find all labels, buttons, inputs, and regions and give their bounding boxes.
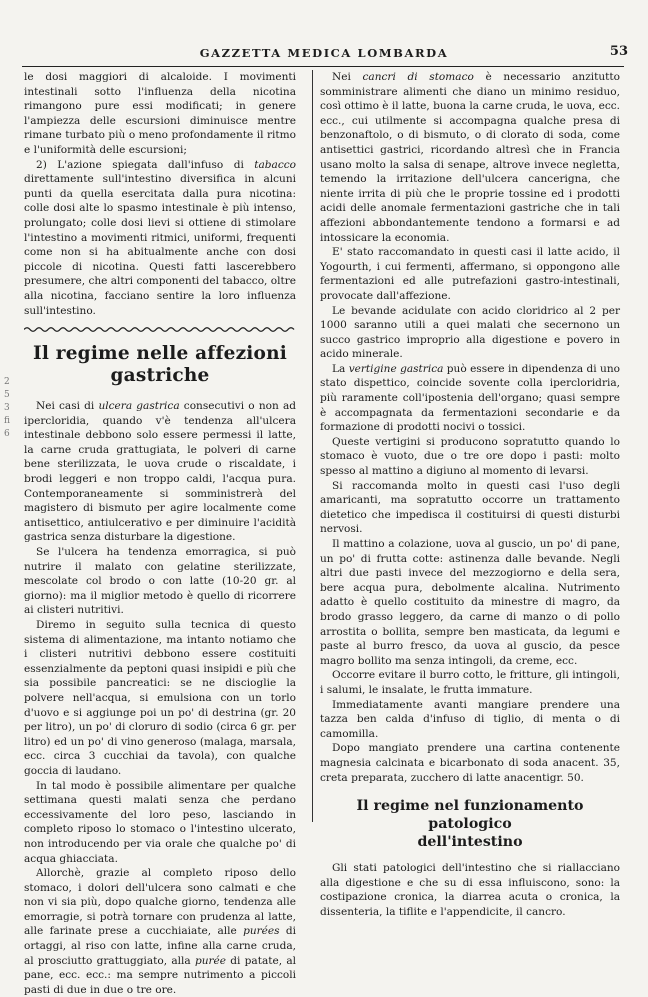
paragraph: Il mattino a colazione, uova al guscio, un po' di pane, un po' di frutta cotte: astinenza dalle bevande. Negli altri due pasti invece del mezzogiorno e della sera, bere acqua pura, debolmente alcalina. Nutrimento adatto è quello costituito da minestre di magro, da brodo grasso leggero, da carne di manzo o di pollo arrostita o bollita, sempre ben masticata, da legumi e paste al burro fresco, da uova al guscio, da pesce magro bollito ma senza intingoli, da creme, ecc. [320, 538, 620, 667]
text-run: è necessario anzitutto somministrare alimenti che diano un minimo residuo, così ottimo è il latte, buona la carne cruda, le uova, ecc. ecc., cui utilmente si accompagna qualche presa di benzonaftolo, o di bismuto, o di clorato di soda, come antisettici gastrici, ricordando altresì che in Francia usano molto la salsa di senape, altrove invece negletta, temendo la irritazione dell'ulcera cancerigna, che niente irrita di più che le proprie tossine ed i prodotti acidi delle anomale fermentazioni gastriche che in tali affezioni abbondantemente tendono a formarsi e ad intossicare la economia. [320, 71, 620, 244]
paragraph: Queste vertigini si producono sopratutto quando lo stomaco è vuoto, due o tre ore dopo i pasti: molto spesso al mattino a digiuno al momento di levarsi. [320, 435, 620, 478]
italic-term: tabacco [254, 158, 296, 171]
header-rule [22, 66, 624, 67]
margin-mark: fi [4, 416, 11, 426]
margin-mark: 5 [4, 390, 10, 400]
right-text-before [320, 70, 620, 785]
heading-line: Il regime nel funzionamento patologico [356, 798, 584, 833]
italic-term: cancri di stomaco [362, 71, 474, 83]
paragraph: Diremo in seguito sulla tecnica di questo sistema di alimentazione, ma intanto notiamo che i clisteri nutritivi debbono essere costituiti essenzialmente da peptoni quasi insipidi e più che sia possibile pancreatici: se ne discioglie la polvere nell'acqua, si emulsiona con un torlo d'uovo e si aggiunge poi un po' di destrina (gr. 20 per litro), un po' di cloruro di sodio (circa 6 gr. per litro) ed un po' di vino generoso (malaga, marsala, ecc. circa 3 cucchiai da tavola), con qualche goccia di laudano. [24, 619, 296, 777]
section-heading-intestine [320, 797, 620, 851]
paragraph: Immediatamente avanti mangiare prendere una tazza ben calda d'infuso di tiglio, di menta o di camomilla. [320, 698, 620, 740]
text-run: La [332, 362, 349, 375]
italic-term: ulcera gastrica [98, 400, 180, 413]
paragraph: Gli stati patologici dell'intestino che si riallacciano alla digestione e che su di essa influiscono, sono: la costipazione cronica, la diarrea acuta o cronica, la dissenteria, la tiflite e l'appendicite, il cancro. [320, 862, 620, 918]
paragraph [320, 362, 620, 435]
paragraph: Se l'ulcera ha tendenza emorragica, si può nutrire il malato con gelatine sterilizzate, mescolate col brodo o con latte (10-20 gr. al giorno): ma il miglior metodo è quello di ricorrere ai clisteri nutritivi. [24, 546, 296, 617]
margin-marks [4, 376, 10, 441]
paragraph: Dopo mangiato prendere una cartina contenente magnesia calcinata e bicarbonato di soda anacent. 35, creta preparata, zucchero di latte anacentigr. 50. [320, 742, 620, 784]
text-run: 2) L'azione spiegata dall'infuso di [36, 158, 255, 171]
text-run: Nei [332, 71, 363, 83]
paragraph [24, 158, 296, 319]
paragraph: In tal modo è possibile alimentare per qualche settimana questi malati senza che perdano eccessivamente del loro peso, lasciando in completo riposo lo stomaco o l'intestino ulcerato, non introducendo per via orale che qualche po' di acqua ghiacciata. [24, 779, 296, 865]
page-number: 53 [609, 44, 628, 59]
right-column [320, 70, 620, 919]
paragraph [24, 866, 296, 997]
paragraph [24, 399, 296, 545]
italic-term: vertigine gastrica [348, 362, 444, 375]
running-header [20, 46, 628, 66]
left-text-before [24, 70, 296, 318]
column-divider [312, 70, 313, 822]
journal-title: GAZZETTA MEDICA LOMBARDA [199, 46, 449, 60]
text-run: può essere in dipendenza di uno stato dispettico, coincide sovente colla ipercloridria, più raramente coll'ipostenia dell'organo; quasi sempre è accompagnata da fermentazioni secondarie e da formazione di prodotti nocivi o tossici. [320, 362, 620, 434]
margin-mark: 2 [4, 377, 10, 387]
section-divider [24, 326, 296, 333]
heading-line: dell'intestino [417, 834, 523, 851]
paragraph: E' stato raccomandato in questi casi il latte acido, il Yogourth, i cui fermenti, affermano, si oppongono alle fermentazioni ed alle putrefazioni gastro-intestinali, provocate dall'affezione. [320, 246, 620, 302]
right-text-after [320, 861, 620, 919]
margin-mark: 3 [4, 403, 10, 413]
italic-term: purée [194, 954, 227, 967]
text-run: di patate, al pane, ecc. ecc.: ma sempre nutrimento a piccoli pasti di due in due o tre ore. [24, 954, 296, 996]
left-text-after [24, 399, 296, 997]
text-run: di ortaggi, al riso con latte, infine alla carne cruda, al prosciutto grattuggiato, alla [24, 925, 296, 967]
section-heading-gastric: Il regime nelle affezioni gastriche [33, 343, 287, 387]
wavy-rule-icon [24, 326, 296, 333]
left-column [24, 70, 296, 997]
paragraph: Occorre evitare il burro cotto, le fritture, gli intingoli, i salumi, le insalate, le frutta immature. [320, 669, 620, 696]
paragraph: le dosi maggiori di alcaloide. I movimenti intestinali sotto l'influenza della nicotina rimangono pure essi modificati; in genere l'ampiezza delle escursioni diminuisce mentre rimane turbato più o meno profondamente il ritmo e l'uniformità delle escursioni; [24, 71, 296, 156]
text-run: consecutivi o non ad ipercloridia, quando v'è tendenza all'ulcera intestinale debbono solo essere permessi il latte, la carne cruda grattugiata, le polveri di carne bene sterilizzata, le uova crude o riscaldate, i brodi leggeri e non troppo caldi, l'acqua pura. Contemporaneamente si somministrerà del magistero di bismuto per agire localmente come antisettico, antiulcerativo e per diminuire l'acidità gastrica senza disturbare la digestione. [24, 400, 296, 544]
paragraph: Si raccomanda molto in questi casi l'uso degli amaricanti, ma sopratutto occorre un trattamento dietetico che impedisca il costituirsi di questi disturbi nervosi. [320, 479, 620, 536]
paragraph [320, 70, 620, 245]
margin-mark: 6 [4, 429, 10, 439]
text-run: direttamente sull'intestino diversifica in alcuni punti da quella esercitata dalla pura nicotina: colle dosi alte lo spasmo intestinale è più intenso, prolungato; colle dosi lievi si ottiene di stimolare l'intestino a movimenti ritmici, uniformi, frequenti come non si ha abitualmente anche con dosi piccole di nicotina. Questi fatti lascerebbero presumere, che altri componenti del tabacco, oltre alla nicotina, facciano sentire la loro influenza sull'intestino. [24, 173, 296, 317]
text-run: Nei casi di [36, 400, 99, 413]
text-run: Allorchè, grazie al completo riposo dello stomaco, i dolori dell'ulcera sono calmati e che non vi sia più, dopo qualche giorno, tendenza alle emorragie, si potrà tornare con prudenza al latte, alle farinate prese a cucchiaiate, alle [24, 867, 296, 938]
italic-term: purées [243, 925, 280, 938]
paragraph: Le bevande acidulate con acido cloridrico al 2 per 1000 saranno utili a quei malati che secernono un succo gastrico improprio alla digestione e povero in acido minerale. [320, 304, 620, 361]
